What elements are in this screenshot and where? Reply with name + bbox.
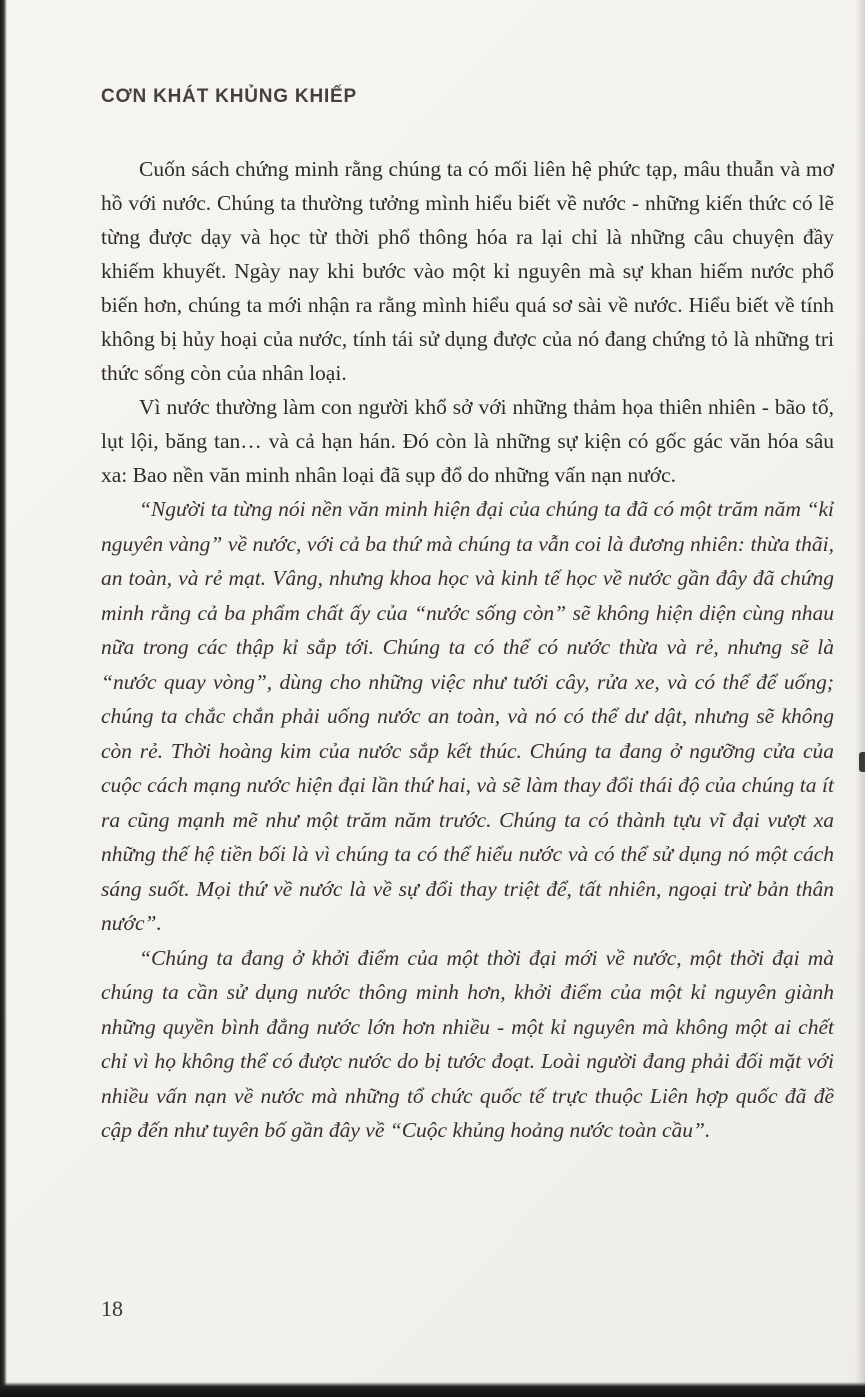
scan-edge-bottom [0,1382,865,1397]
page-number: 18 [101,1296,123,1321]
body-text [101,152,834,1148]
paragraph-quote: “Chúng ta đang ở khởi điểm của một thời đại mới về nước, một thời đại mà chúng ta cần sử dụng nước thông minh hơn, khởi điểm của một kỉ nguyên giành những quyền bình đẳng nước lớn hơn nhiều - một kỉ nguyên mà không một ai chết chỉ vì họ không thể có được nước do bị tước đoạt. Loài người đang phải đối mặt với nhiều vấn nạn về nước mà những tổ chức quốc tế trực thuộc Liên hợp quốc đã đề cập đến như tuyên bố gần đây về “Cuộc khủng hoảng nước toàn cầu”. [101,945,834,1142]
running-header: CƠN KHÁT KHỦNG KHIẾP [101,86,357,107]
paragraph-quote: “Người ta từng nói nền văn minh hiện đại của chúng ta đã có một trăm năm “kỉ nguyên vàng” về nước, với cả ba thứ mà chúng ta vẫn coi là đương nhiên: thừa thãi, an toàn, và rẻ mạt. Vâng, nhưng khoa học và kinh tế học về nước gần đây đã chứng minh rằng cả ba phẩm chất ấy của “nước sống còn” sẽ không hiện diện cùng nhau nữa trong các thập kỉ sắp tới. Chúng ta có thể có nước thừa và rẻ, nhưng sẽ là “nước quay vòng”, dùng cho những việc như tưới cây, rửa xe, và có thể để uống; chúng ta chắc chắn phải uống nước an toàn, và nó có thể dư dật, nhưng sẽ không còn rẻ. Thời hoàng kim của nước sắp kết thúc. Chúng ta đang ở ngưỡng cửa của cuộc cách mạng nước hiện đại lần thứ hai, và sẽ làm thay đổi thái độ của chúng ta ít ra cũng mạnh mẽ như một trăm năm trước. Chúng ta có thành tựu vĩ đại vượt xa những thế hệ tiền bối là vì chúng ta có thể hiểu nước và có thể sử dụng nó một cách sáng suốt. Mọi thứ về nước là về sự đổi thay triệt để, tất nhiên, ngoại trừ bản thân nước”. [101,497,834,935]
paragraph: Vì nước thường làm con người khổ sở với những thảm họa thiên nhiên - bão tố, lụt lội, băng tan… và cả hạn hán. Đó còn là những sự kiện có gốc gác văn hóa sâu xa: Bao nền văn minh nhân loại đã sụp đổ do những vấn nạn nước. [101,395,834,487]
scan-edge-left [0,0,7,1397]
paragraph: Cuốn sách chứng minh rằng chúng ta có mối liên hệ phức tạp, mâu thuẫn và mơ hồ với nước. Chúng ta thường tưởng mình hiểu biết về nước - những kiến thức có lẽ từng được dạy và học từ thời phổ thông hóa ra lại chỉ là những câu chuyện đầy khiếm khuyết. Ngày nay khi bước vào một kỉ nguyên mà sự khan hiếm nước phổ biến hơn, chúng ta mới nhận ra rằng mình hiểu quá sơ sài về nước. Hiểu biết về tính không bị hủy hoại của nước, tính tái sử dụng được của nó đang chứng tỏ là những tri thức sống còn của nhân loại. [101,157,834,385]
scan-shadow-right [855,0,865,1397]
scan-mark-right [859,752,865,772]
